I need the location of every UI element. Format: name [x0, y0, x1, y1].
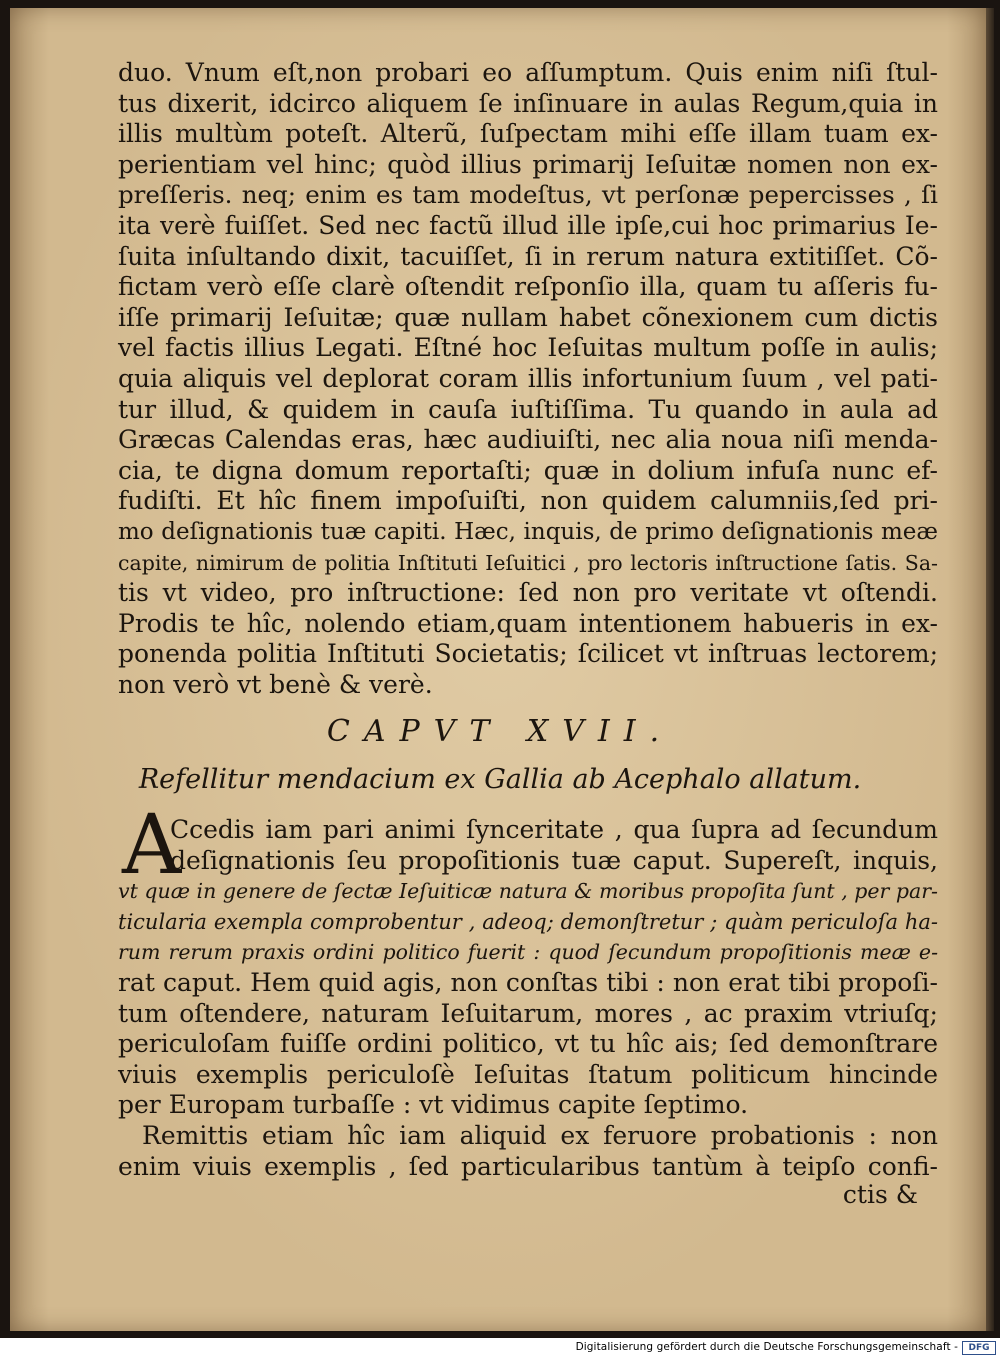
text-line-content: ita verè fuiſſet. Sed nec factũ illud ille ipſe,cui hoc primarius Ie-: [118, 210, 938, 240]
text-line: [118, 1060, 938, 1091]
catchword: ctis &: [842, 1180, 918, 1209]
text-line-content: tis vt video, pro inſtructione: ſed non pro veritate vt oſtendi.: [118, 578, 938, 608]
text-line: [118, 517, 938, 548]
text-line: [118, 639, 938, 670]
text-line-content: preſſeris. neq; enim es tam modeſtus, vt perſonæ pepercisses , ſi: [118, 180, 938, 210]
text-line-content: tum oſtendere, naturam Ieſuitarum, mores , ac praxim vtriuſq;: [118, 998, 938, 1028]
paragraph-3: [118, 1121, 938, 1182]
text-line: [118, 272, 938, 303]
paragraph-1: [118, 58, 938, 700]
text-line: [118, 364, 938, 395]
drop-cap: A: [122, 798, 182, 893]
text-line-content: quia aliquis vel deplorat coram illis infortunium ſuum , vel pati-: [118, 363, 938, 393]
text-line: [118, 609, 938, 640]
text-line-content: tur illud, & quidem in cauſa iuſtiſſima. Tu quando in aula ad: [118, 394, 938, 424]
text-line-content: capite, nimirum de politia Inſtituti Ieſuitici , pro lectoris inſtructione ſatis. Sa-: [118, 550, 938, 575]
chapter-title: CAPVT XVII.: [326, 714, 674, 749]
text-line-content: vel factis illius Legati. Eſtné hoc Ieſuitas multum poſſe in aulis;: [118, 333, 938, 363]
paragraph-2: [118, 815, 938, 1182]
text-line-content: ticularia exempla comprobentur , adeoq; demonſtretur ; quàm periculoſa ha-: [118, 909, 938, 934]
text-line: [118, 58, 938, 89]
text-line-content: vt quæ in genere de ſectæ Ieſuiticæ natura & moribus propoſita ſunt , per par-: [118, 879, 938, 904]
text-line-content: Græcas Calendas eras, hæc audiuiſti, nec alia noua niſi menda-: [118, 425, 938, 455]
text-line-content: iſſe primarij Ieſuitæ; quæ nullam habet cõnexionem cum dictis: [118, 302, 938, 332]
text-line-content: fictam verò eſſe clarè oſtendit reſponſio illa, quam tu aſſeris fu-: [118, 272, 938, 302]
text-line: [118, 180, 938, 211]
text-line: [118, 333, 938, 364]
text-line: [118, 937, 938, 968]
text-line-content: ponenda politia Inſtituti Societatis; ſcilicet vt inſtruas lectorem;: [118, 639, 938, 669]
text-line-content: Prodis te hîc, nolendo etiam,quam intentionem habueris in ex-: [118, 608, 938, 638]
text-line-content: cia, te digna domum reportaſti; quæ in dolium infuſa nunc ef-: [118, 455, 938, 485]
text-line: [118, 150, 938, 181]
text-line: [118, 1090, 938, 1121]
text-line: [118, 211, 938, 242]
text-line: [118, 578, 938, 609]
text-line: [118, 89, 938, 120]
text-line: [118, 846, 938, 877]
text-line-content: mo deſignationis tuæ capiti. Hæc, inquis, de primo deſignationis meæ: [118, 518, 938, 545]
text-line: [118, 1029, 938, 1060]
text-line: [118, 395, 938, 426]
text-line-content: tus dixerit, idcirco aliquem ſe inſinuare in aulas Regum,quia in: [118, 88, 938, 118]
text-line-content: rum rerum praxis ordini politico fuerit : quod ſecundum propoſitionis meæ e-: [118, 940, 938, 965]
text-line-content: periculoſam fuiſſe ordini politico, vt tu hîc ais; ſed demonſtrare: [118, 1029, 938, 1059]
text-line: [118, 119, 938, 150]
chapter-subtitle: Refellitur mendacium ex Gallia ab Acephalo allatum.: [138, 764, 862, 795]
text-line: [118, 242, 938, 273]
text-line-content: enim viuis exemplis , ſed particularibus tantùm à teipſo confi-: [118, 1151, 938, 1181]
text-line: [118, 815, 938, 846]
text-line: [118, 907, 938, 938]
text-line-content: fudiſti. Et hîc finem impoſuiſti, non quidem calumniis,ſed pri-: [118, 486, 938, 516]
text-line: [118, 425, 938, 456]
page-edge: [986, 8, 994, 1331]
text-line: [118, 1152, 938, 1183]
text-line-content: illis multùm poteſt. Alterũ, ſuſpectam mihi eſſe illam tuam ex-: [118, 119, 938, 149]
text-line-content: Ccedis iam pari animi ſynceritate , qua ſupra ad ſecundum: [170, 815, 938, 844]
text-line: [118, 1121, 938, 1152]
text-line: [118, 876, 938, 907]
footer-credit: Digitalisierung gefördert durch die Deutsche Forschungsgemeinschaft -: [575, 1341, 958, 1353]
text-line-content: rat caput. Hem quid agis, non conſtas tibi : non erat tibi propoſi-: [118, 967, 938, 997]
text-line: [118, 456, 938, 487]
footer-bar: [0, 1338, 1000, 1359]
text-line-content: perientiam vel hinc; quòd illius primarij Ieſuitæ nomen non ex-: [118, 149, 938, 179]
text-line: [118, 968, 938, 999]
text-line: [118, 999, 938, 1030]
text-line-content: Remittis etiam hîc iam aliquid ex feruore probationis : non: [142, 1120, 938, 1150]
text-line-content: non verò vt benè & verè.: [118, 669, 433, 699]
text-line-content: per Europam turbaſſe : vt vidimus capite ſeptimo.: [118, 1090, 749, 1120]
text-line-content: duo. Vnum eſt,non probari eo aſſumptum. Quis enim niſi ſtul-: [118, 58, 938, 87]
text-line: [118, 670, 938, 701]
text-line: [118, 486, 938, 517]
text-line-content: deſignationis ſeu propoſitionis tuæ caput. Supereſt, inquis,: [170, 845, 938, 875]
text-line: [118, 548, 938, 579]
dfg-logo: DFG: [962, 1341, 996, 1355]
text-line: [118, 303, 938, 334]
text-line-content: ſuita inſultando dixit, tacuiſſet, ſi in rerum natura extitiſſet. Cõ-: [118, 241, 938, 271]
text-line-content: viuis exemplis periculoſè Ieſuitas ſtatum politicum hincinde: [118, 1059, 938, 1089]
